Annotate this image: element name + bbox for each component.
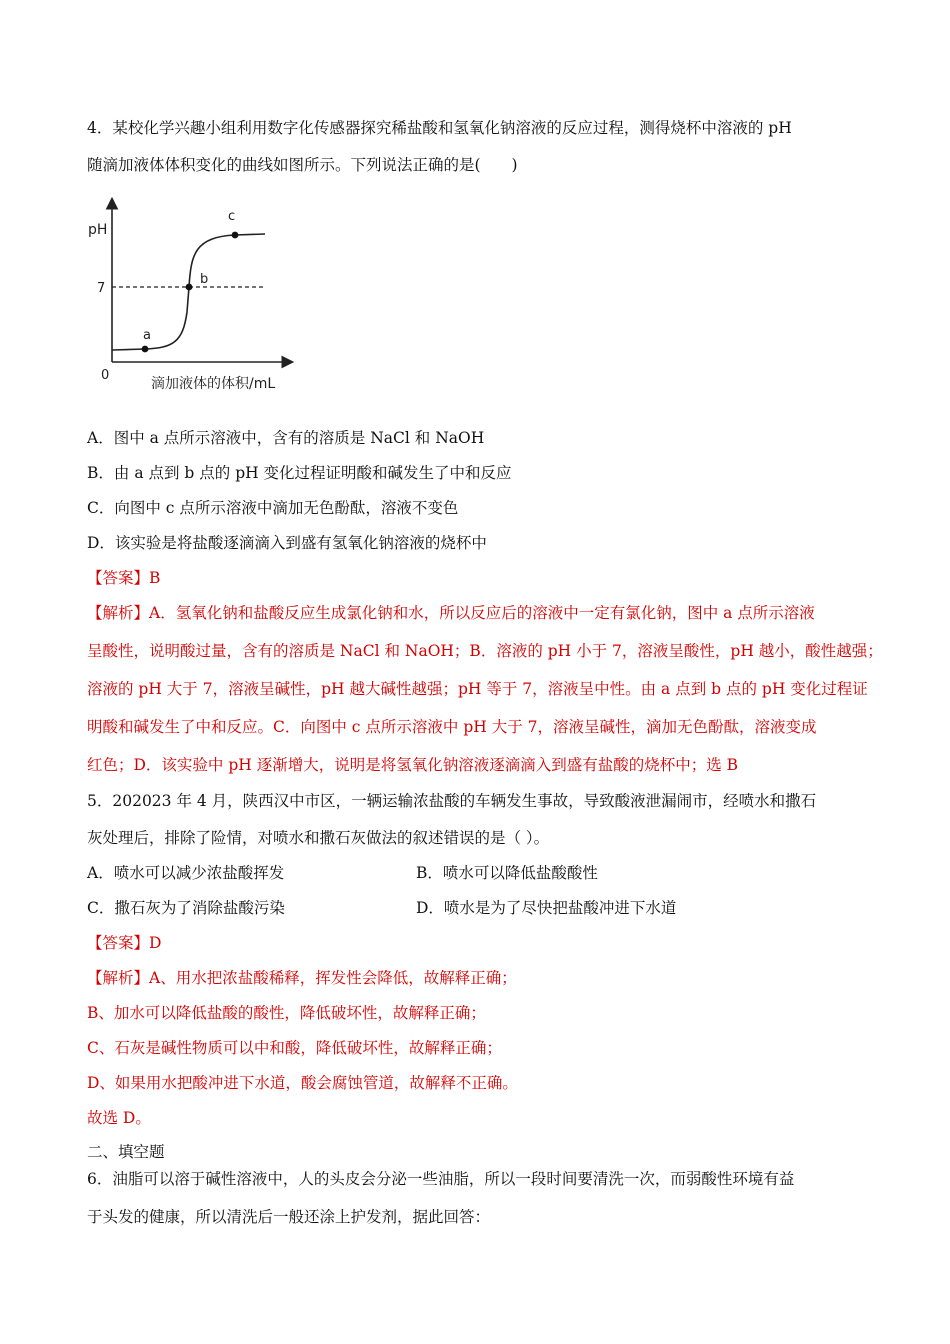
point-c-label: c bbox=[228, 209, 236, 224]
q5-analysis-line-4: D、如果用水把酸冲进下水道，酸会腐蚀管道，故解释不正确。 bbox=[87, 1074, 518, 1092]
point-b bbox=[186, 284, 193, 291]
q5-analysis-line-2: B、加水可以降低盐酸的酸性，降低破坏性，故解释正确； bbox=[87, 1004, 486, 1022]
x-axis-label: 滴加液体的体积/mL bbox=[151, 376, 276, 392]
q5-analysis-line-1: 【解析】A、用水把浓盐酸稀释，挥发性会降低，故解释正确； bbox=[87, 969, 517, 987]
q4-analysis-line-2: 呈酸性，说明酸过量，含有的溶质是 NaCl 和 NaOH；B．溶液的 pH 小于 7，溶液呈酸性，pH 越小，酸性越强； bbox=[87, 642, 883, 660]
q5-option-d: D．喷水是为了尽快把盐酸冲进下水道 bbox=[416, 899, 677, 917]
q6-stem-line-2: 于头发的健康，所以清洗后一般还涂上护发剂，据此回答： bbox=[87, 1208, 491, 1226]
q5-stem-line-1: 5．202023 年 4 月，陕西汉中市区，一辆运输浓盐酸的车辆发生事故，导致酸液泄漏闹市，经喷水和撒石 bbox=[87, 792, 817, 810]
q5-option-a: A．喷水可以减少浓盐酸挥发 bbox=[87, 864, 285, 882]
q4-option-d: D．该实验是将盐酸逐滴滴入到盛有氢氧化钠溶液的烧杯中 bbox=[87, 534, 487, 552]
q4-stem-line-2: 随滴加液体体积变化的曲线如图所示。下列说法正确的是( ) bbox=[87, 156, 518, 174]
section-heading: 二、填空题 bbox=[87, 1143, 165, 1161]
point-a-label: a bbox=[143, 328, 151, 343]
q5-stem-line-2: 灰处理后，排除了险情，对喷水和撒石灰做法的叙述错误的是（ ）。 bbox=[87, 829, 550, 847]
q4-analysis-line-4: 明酸和碱发生了中和反应。C．向图中 c 点所示溶液中 pH 大于 7，溶液呈碱性，滴加无色酚酞，溶液变成 bbox=[87, 718, 817, 736]
point-a bbox=[142, 346, 149, 353]
q6-stem-line-1: 6．油脂可以溶于碱性溶液中，人的头皮会分泌一些油脂，所以一段时间要清洗一次，而弱酸性环境有益 bbox=[87, 1170, 795, 1188]
q4-analysis-line-3: 溶液的 pH 大于 7，溶液呈碱性，pH 越大碱性越强；pH 等于 7，溶液呈中性。由 a 点到 b 点的 pH 变化过程证 bbox=[87, 680, 868, 698]
q5-option-b: B．喷水可以降低盐酸酸性 bbox=[416, 864, 598, 882]
q4-answer: 【答案】B bbox=[87, 569, 161, 587]
q4-option-a: A．图中 a 点所示溶液中，含有的溶质是 NaCl 和 NaOH bbox=[87, 429, 485, 447]
ph-curve bbox=[112, 234, 265, 350]
q4-option-c: C．向图中 c 点所示溶液中滴加无色酚酞，溶液不变色 bbox=[87, 499, 459, 517]
q4-analysis-line-5: 红色；D．该实验中 pH 逐渐增大，说明是将氢氧化钠溶液逐滴滴入到盛有盐酸的烧杯中；选 B bbox=[87, 756, 739, 774]
q4-option-b: B．由 a 点到 b 点的 pH 变化过程证明酸和碱发生了中和反应 bbox=[87, 464, 512, 482]
point-c bbox=[232, 232, 239, 239]
origin-label: 0 bbox=[101, 368, 110, 383]
q4-analysis-line-1: 【解析】A．氢氧化钠和盐酸反应生成氯化钠和水，所以反应后的溶液中一定有氯化钠，图中 a 点所示溶液 bbox=[87, 604, 815, 622]
q5-answer: 【答案】D bbox=[87, 934, 162, 952]
ph-curve-figure bbox=[85, 192, 305, 398]
point-b-label: b bbox=[200, 272, 209, 287]
q5-conclusion: 故选 D。 bbox=[87, 1109, 151, 1127]
q5-option-c: C．撒石灰为了消除盐酸污染 bbox=[87, 899, 285, 917]
y-axis-label: pH bbox=[88, 222, 108, 238]
q5-analysis-line-3: C、石灰是碱性物质可以中和酸，降低破坏性，故解释正确； bbox=[87, 1039, 502, 1057]
y-tick-7: 7 bbox=[97, 281, 106, 296]
q4-stem-line-1: 4．某校化学兴趣小组利用数字化传感器探究稀盐酸和氢氧化钠溶液的反应过程，测得烧杯中溶液的 pH bbox=[87, 119, 792, 137]
